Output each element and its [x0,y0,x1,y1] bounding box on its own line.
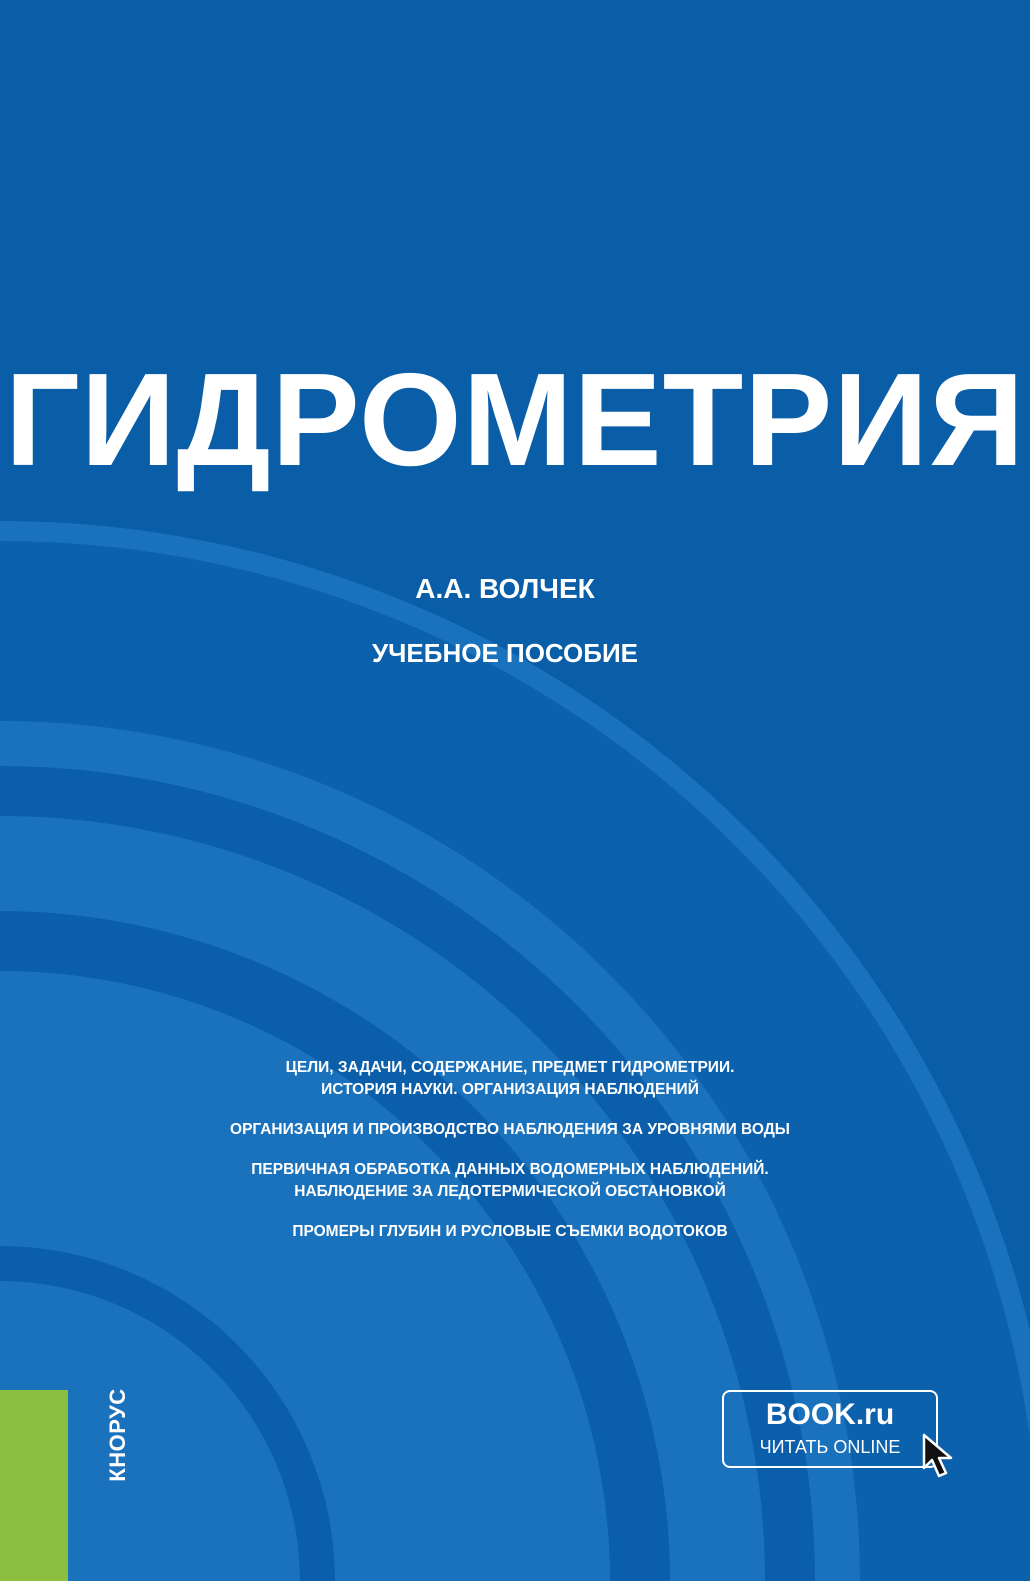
topic-item [200,1119,820,1141]
topic-line: ЦЕЛИ, ЗАДАЧИ, СОДЕРЖАНИЕ, ПРЕДМЕТ ГИДРОМЕТРИИ. [285,1059,735,1076]
book-subtitle: УЧЕБНОЕ ПОСОБИЕ [371,638,639,668]
topic-line: ПРОМЕРЫ ГЛУБИН И РУСЛОВЫЕ СЪЕМКИ ВОДОТОКОВ [292,1223,728,1240]
topic-line: ПЕРВИЧНАЯ ОБРАБОТКА ДАННЫХ ВОДОМЕРНЫХ НАБЛЮДЕНИЙ. [251,1161,769,1178]
topic-item [200,1159,820,1203]
book-ru-badge[interactable] [722,1390,938,1468]
publisher-logo [88,1385,148,1485]
book-title: ГИДРОМЕТРИЯ [4,346,1026,493]
badge-main-label: BOOK.ru [765,1398,895,1431]
publisher-name: КНОРУС [105,1388,130,1482]
topic-item [200,1057,820,1101]
book-author: А.А. ВОЛЧЕК [415,573,595,604]
green-accent-bar [0,1390,68,1581]
topic-item [200,1221,820,1243]
badge-sub-label: ЧИТАТЬ ONLINE [759,1437,901,1457]
topics-list [200,1057,820,1261]
topic-line: НАБЛЮДЕНИЕ ЗА ЛЕДОТЕРМИЧЕСКОЙ ОБСТАНОВКОЙ [294,1183,726,1200]
topic-line: ОРГАНИЗАЦИЯ И ПРОИЗВОДСТВО НАБЛЮДЕНИЯ ЗА УРОВНЯМИ ВОДЫ [230,1121,790,1138]
cursor-arrow-icon [920,1432,964,1482]
topic-line: ИСТОРИЯ НАУКИ. ОРГАНИЗАЦИЯ НАБЛЮДЕНИЙ [321,1081,699,1098]
